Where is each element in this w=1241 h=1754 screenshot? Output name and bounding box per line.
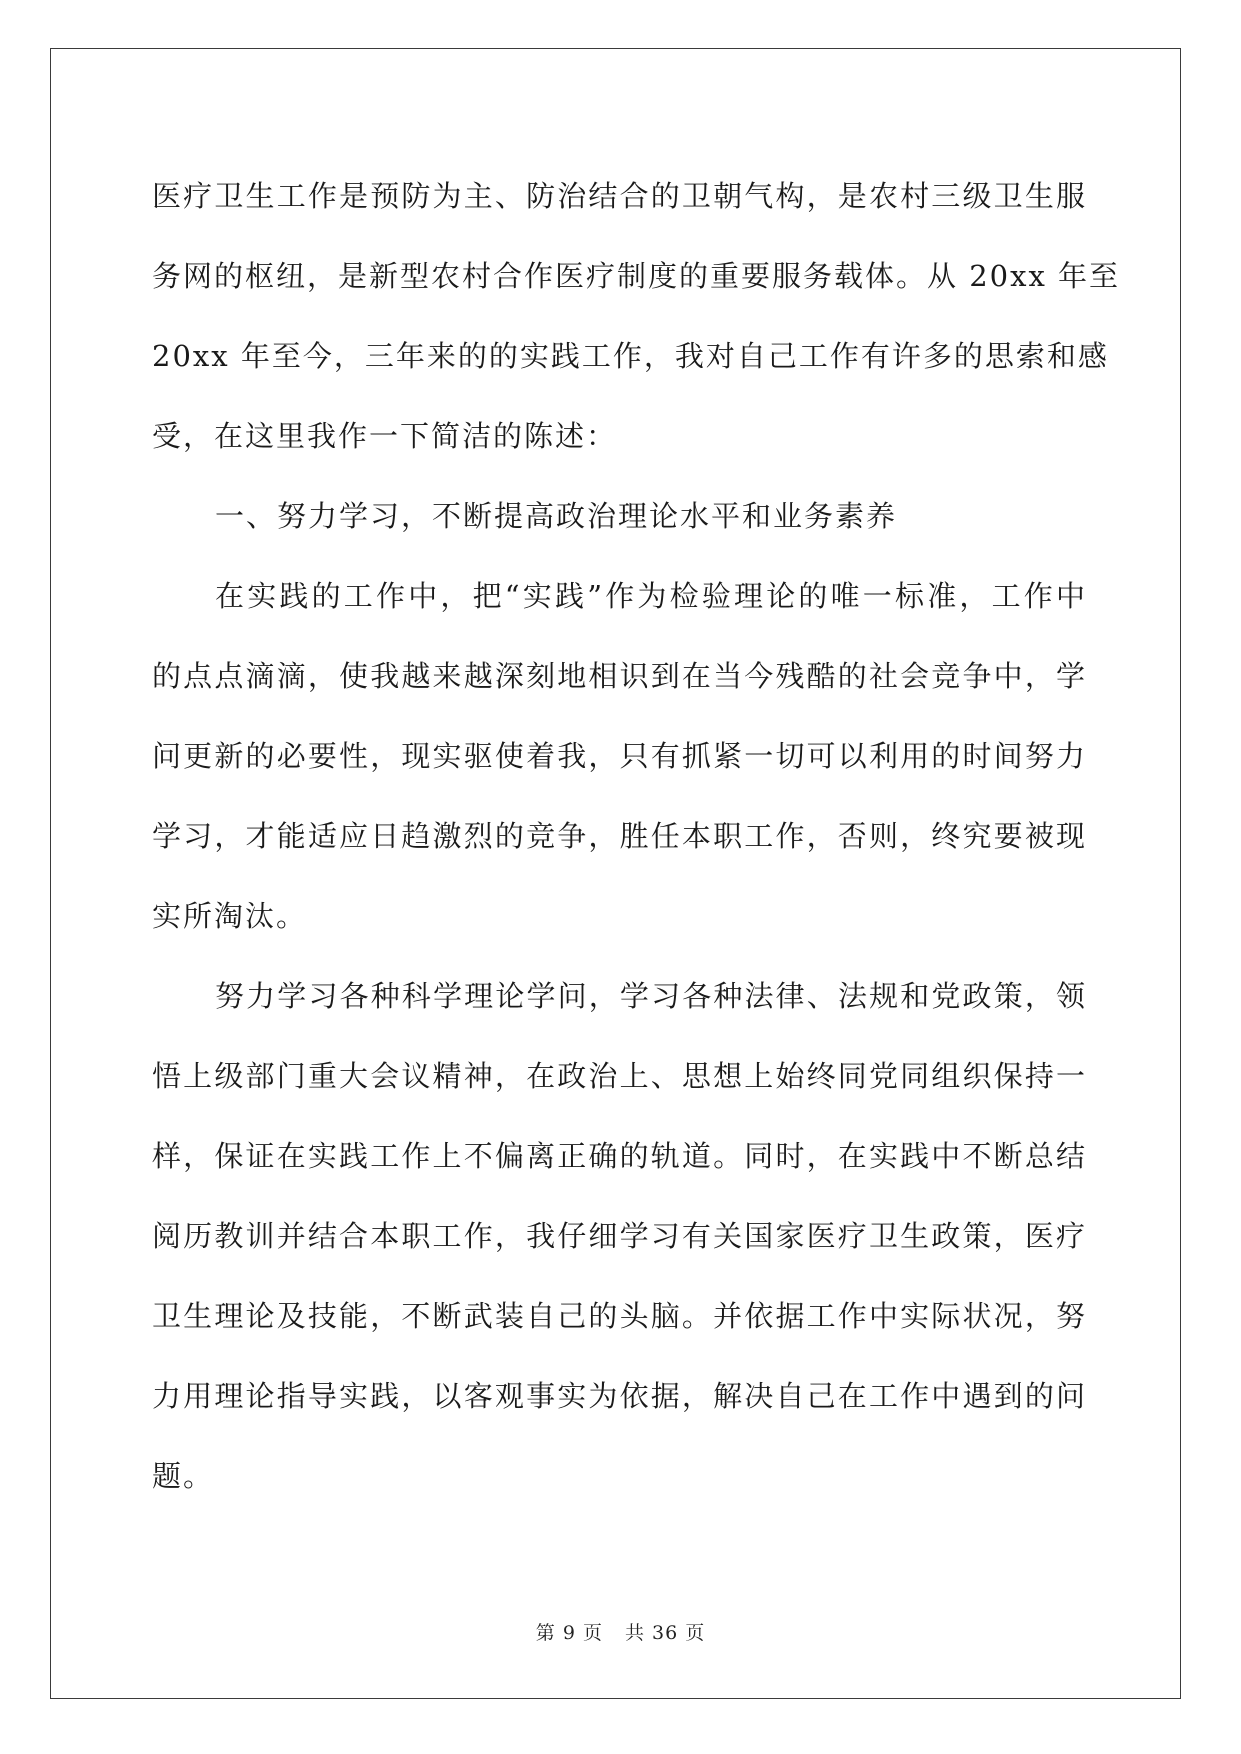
text-line: 学习，才能适应日趋激烈的竞争，胜任本职工作，否则，终究要被现	[152, 819, 1087, 853]
text-line: 20xx 年至今，三年来的的实践工作，我对自己工作有许多的思索和感	[152, 339, 1109, 373]
page-number: 第 9 页	[535, 1622, 603, 1644]
text-line: 阅历教训并结合本职工作，我仔细学习有关国家医疗卫生政策，医疗	[152, 1219, 1087, 1253]
document-body	[152, 156, 1121, 1516]
text-line: 实所淘汰。	[152, 899, 308, 933]
text-line: 样，保证在实践工作上不偏离正确的轨道。同时，在实践中不断总结	[152, 1139, 1087, 1173]
text-line: 悟上级部门重大会议精神，在政治上、思想上始终同党同组织保持一	[152, 1059, 1087, 1093]
section-heading: 一、努力学习，不断提高政治理论水平和业务素养	[215, 499, 898, 533]
text-line: 在实践的工作中，把“实践”作为检验理论的唯一标准，工作中	[215, 579, 1087, 613]
page-footer	[0, 1618, 1241, 1645]
text-line: 力用理论指导实践，以客观事实为依据，解决自己在工作中遇到的问	[152, 1379, 1087, 1413]
text-line: 努力学习各种科学理论学问，学习各种法律、法规和党政策，领	[215, 979, 1087, 1013]
text-line: 务网的枢纽，是新型农村合作医疗制度的重要服务载体。从 20xx 年至	[152, 259, 1121, 293]
text-line: 的点点滴滴，使我越来越深刻地相识到在当今残酷的社会竞争中，学	[152, 659, 1087, 693]
text-line: 卫生理论及技能，不断武装自己的头脑。并依据工作中实际状况，努	[152, 1299, 1087, 1333]
text-line: 题。	[152, 1459, 215, 1493]
text-line: 医疗卫生工作是预防为主、防治结合的卫朝气构，是农村三级卫生服	[152, 179, 1087, 213]
text-line: 问更新的必要性，现实驱使着我，只有抓紧一切可以利用的时间努力	[152, 739, 1087, 773]
total-pages: 共 36 页	[624, 1622, 706, 1644]
text-line: 受，在这里我作一下简洁的陈述：	[152, 419, 618, 453]
